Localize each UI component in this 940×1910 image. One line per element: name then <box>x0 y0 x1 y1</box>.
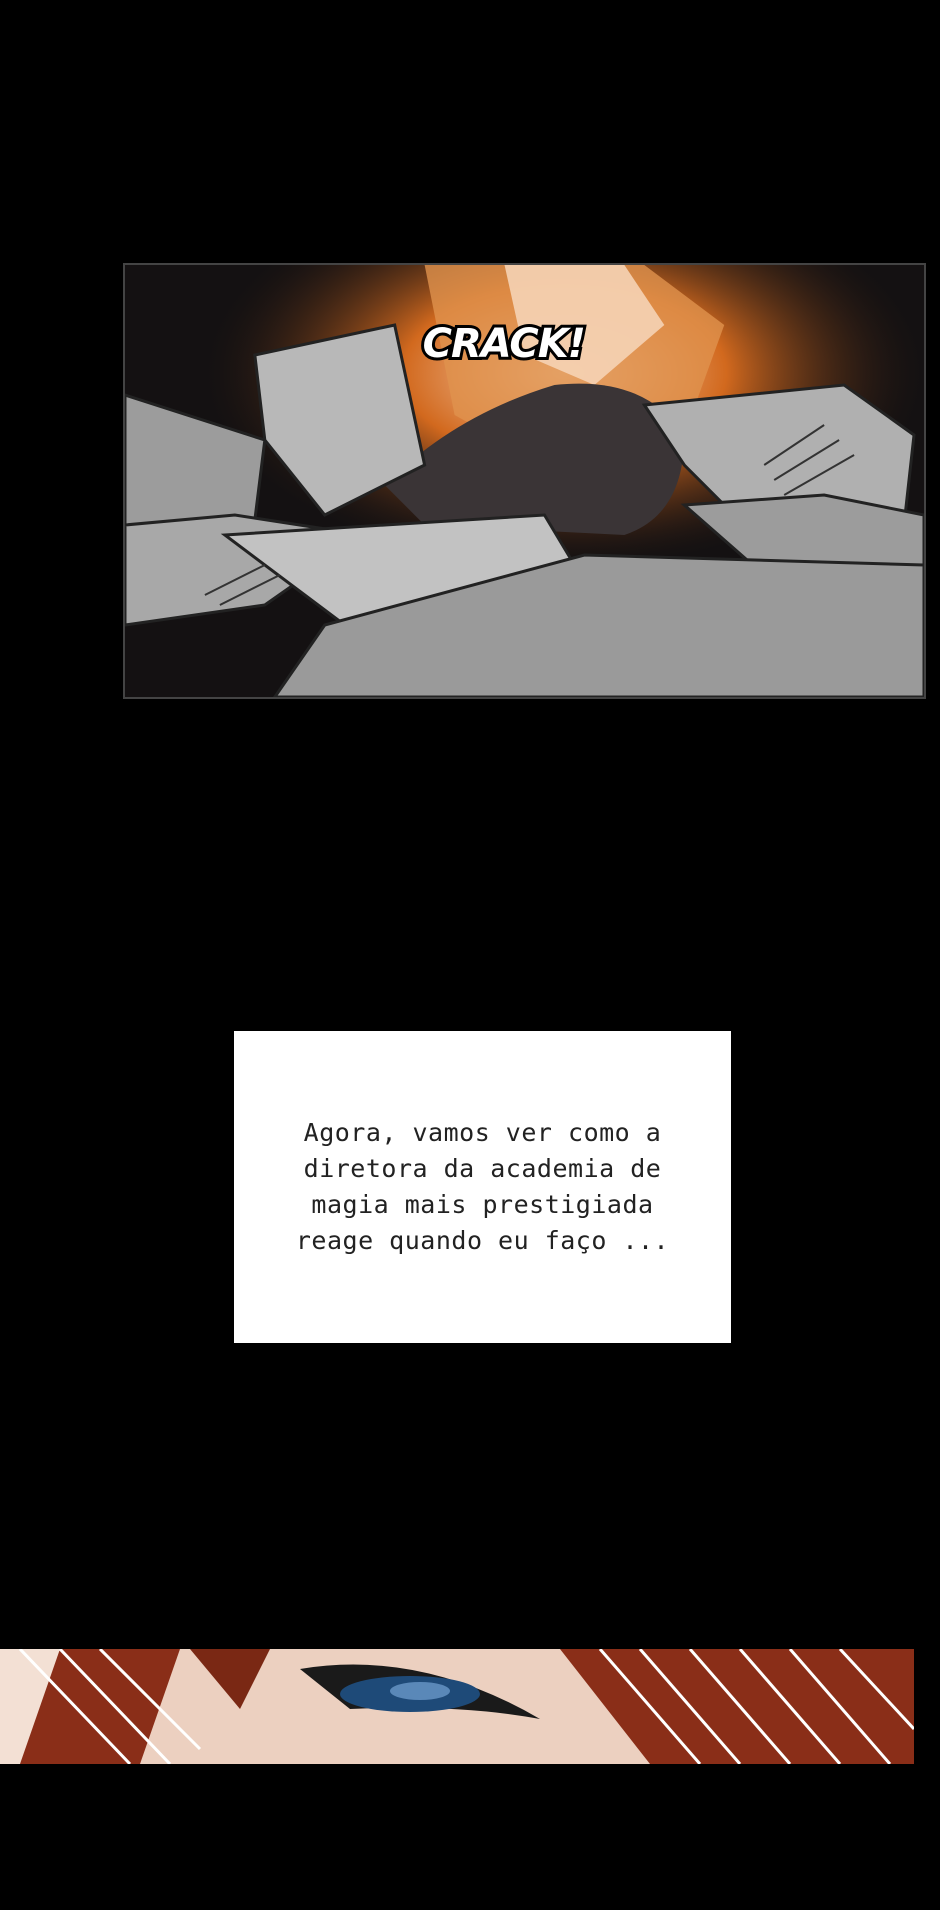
crack-illustration <box>125 265 924 697</box>
crack-panel <box>123 263 926 699</box>
caption-box <box>234 1031 731 1343</box>
sfx-crack: CRACK! <box>422 320 585 368</box>
caption-text: Agora, vamos ver como a diretora da academia de magia mais prestigiada reage quando eu faço ... <box>295 1118 670 1255</box>
eye-illustration <box>0 1649 914 1764</box>
eye-closeup-panel <box>0 1649 914 1764</box>
